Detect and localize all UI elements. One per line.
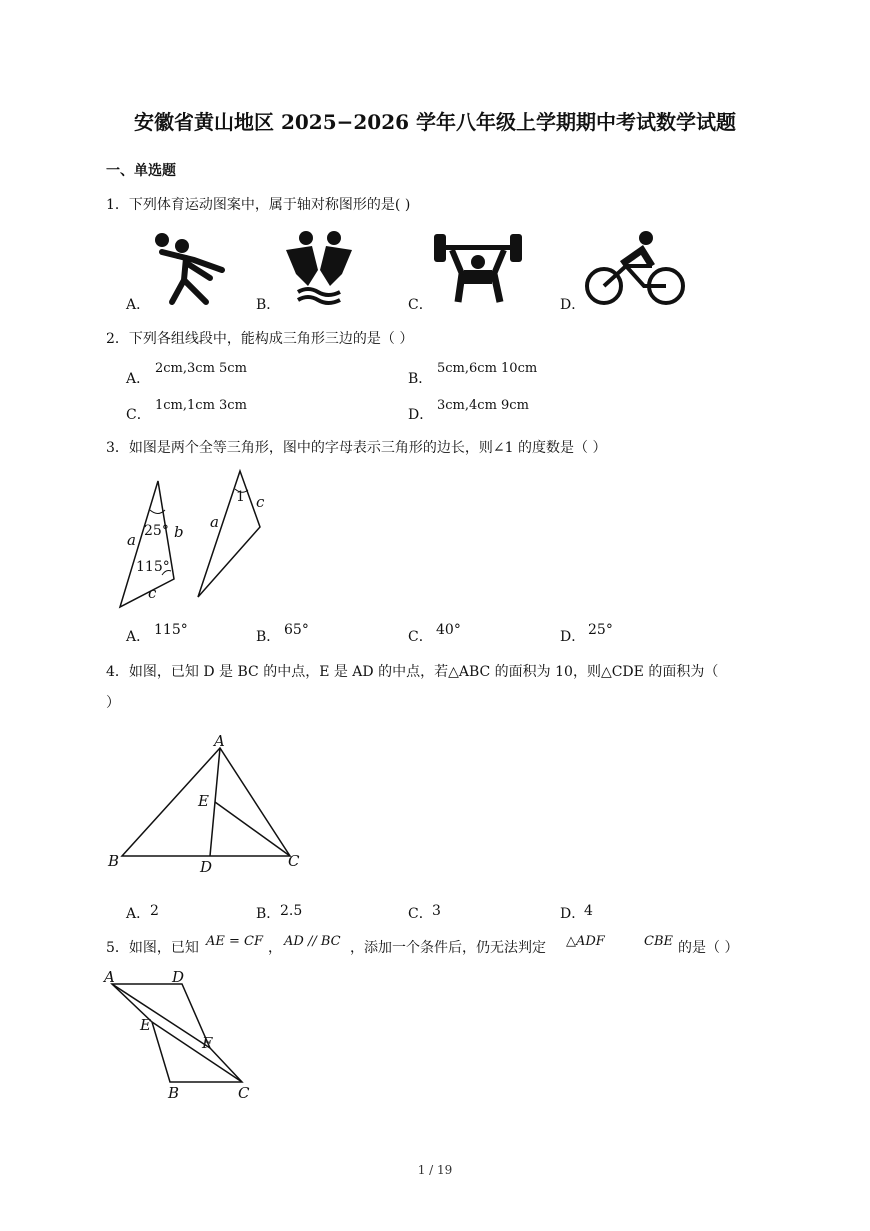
q4-option-b-letter: B． bbox=[256, 906, 281, 922]
cyclist-icon bbox=[586, 228, 686, 308]
question-4-stem-cont: ） bbox=[106, 695, 120, 711]
question-5-stem-start: 5．如图，已知 bbox=[106, 940, 199, 956]
q4-option-d-value: 4 bbox=[584, 903, 593, 919]
q2-option-a-value: 2cm,3cm 5cm bbox=[155, 361, 247, 376]
fig3-label-a2: a bbox=[210, 513, 219, 531]
fig4-label-b: B bbox=[108, 852, 120, 870]
fig3-label-a1: a bbox=[127, 531, 136, 549]
fig4-label-d: D bbox=[200, 858, 213, 876]
question-2-stem: 2．下列各组线段中，能构成三角形三边的是（ ） bbox=[106, 331, 414, 347]
q5-triangle-cbe: CBE bbox=[644, 934, 673, 949]
q4-option-b-value: 2.5 bbox=[280, 903, 303, 919]
synchronized-swimmers-icon bbox=[282, 230, 357, 308]
q1-option-d-label: D． bbox=[560, 297, 586, 313]
q4-option-d-letter: D． bbox=[560, 906, 586, 922]
fig5-label-f: F bbox=[202, 1034, 213, 1052]
q2-option-d-letter: D． bbox=[408, 407, 434, 423]
q2-option-b-value: 5cm,6cm 10cm bbox=[437, 361, 538, 376]
section-heading: 一、单选题 bbox=[106, 163, 176, 179]
q3-option-d-letter: D． bbox=[560, 629, 586, 645]
question-3-stem: 3．如图是两个全等三角形，图中的字母表示三角形的边长，则∠1 的度数是（ ） bbox=[106, 440, 607, 456]
fig3-angle-115: 115° bbox=[136, 559, 170, 575]
fig3-label-c2: c bbox=[256, 493, 265, 511]
volleyball-player-icon bbox=[148, 230, 228, 308]
fig5-label-d: D bbox=[172, 968, 185, 986]
q2-option-a-letter: A． bbox=[126, 371, 151, 387]
weightlifter-icon bbox=[432, 232, 524, 308]
q5-triangle-adf: △ADF bbox=[566, 934, 605, 949]
fig4-label-e: E bbox=[198, 792, 209, 810]
fig3-label-c1: c bbox=[148, 584, 157, 602]
q1-option-b-label: B． bbox=[256, 297, 281, 313]
question-1-stem: 1．下列体育运动图案中，属于轴对称图形的是( ) bbox=[106, 197, 411, 213]
q5-separator: ， bbox=[268, 940, 282, 956]
triangle-midpoint-figure bbox=[104, 728, 314, 878]
q3-option-a-value: 115° bbox=[154, 622, 188, 638]
question-4-stem: 4．如图，已知 D 是 BC 的中点，E 是 AD 的中点，若△ABC 的面积为 10，则△CDE 的面积为（ bbox=[106, 664, 719, 680]
q1-option-c-label: C． bbox=[408, 297, 433, 313]
q1-option-a-label: A． bbox=[126, 297, 151, 313]
fig3-angle-25: 25° bbox=[144, 523, 169, 539]
q3-option-d-value: 25° bbox=[588, 622, 613, 638]
fig5-label-c: C bbox=[238, 1084, 250, 1102]
q2-option-d-value: 3cm,4cm 9cm bbox=[437, 398, 529, 413]
q4-option-c-letter: C． bbox=[408, 906, 433, 922]
question-5-stem-mid: ，添加一个条件后，仍无法判定 bbox=[350, 940, 546, 956]
q3-option-c-letter: C． bbox=[408, 629, 433, 645]
q4-option-a-letter: A． bbox=[126, 906, 151, 922]
page-number: 1 / 19 bbox=[417, 1163, 453, 1177]
fig5-label-e: E bbox=[140, 1016, 151, 1034]
fig5-label-b: B bbox=[168, 1084, 180, 1102]
parallel-lines-figure bbox=[102, 964, 292, 1104]
q3-option-a-letter: A． bbox=[126, 629, 151, 645]
q3-option-b-letter: B． bbox=[256, 629, 281, 645]
fig3-label-b1: b bbox=[174, 523, 184, 541]
q5-condition-ae-cf: AE = CF bbox=[206, 934, 264, 949]
q4-option-c-value: 3 bbox=[432, 903, 441, 919]
fig4-label-c: C bbox=[288, 852, 300, 870]
q2-option-c-letter: C． bbox=[126, 407, 151, 423]
q2-option-c-value: 1cm,1cm 3cm bbox=[155, 398, 247, 413]
q5-condition-ad-bc: AD // BC bbox=[284, 934, 341, 949]
fig5-label-a: A bbox=[104, 968, 115, 986]
q3-option-c-value: 40° bbox=[436, 622, 461, 638]
question-5-stem-end: 的是（ ） bbox=[678, 940, 739, 956]
page-title: 安徽省黄山地区 2025−2026 学年八年级上学期期中考试数学试题 bbox=[133, 110, 736, 134]
fig3-angle-1: 1 bbox=[236, 489, 245, 505]
q3-option-b-value: 65° bbox=[284, 622, 309, 638]
q2-option-b-letter: B． bbox=[408, 371, 433, 387]
fig4-label-a: A bbox=[214, 732, 225, 750]
congruent-triangles-figure bbox=[110, 465, 290, 615]
q4-option-a-value: 2 bbox=[150, 903, 159, 919]
